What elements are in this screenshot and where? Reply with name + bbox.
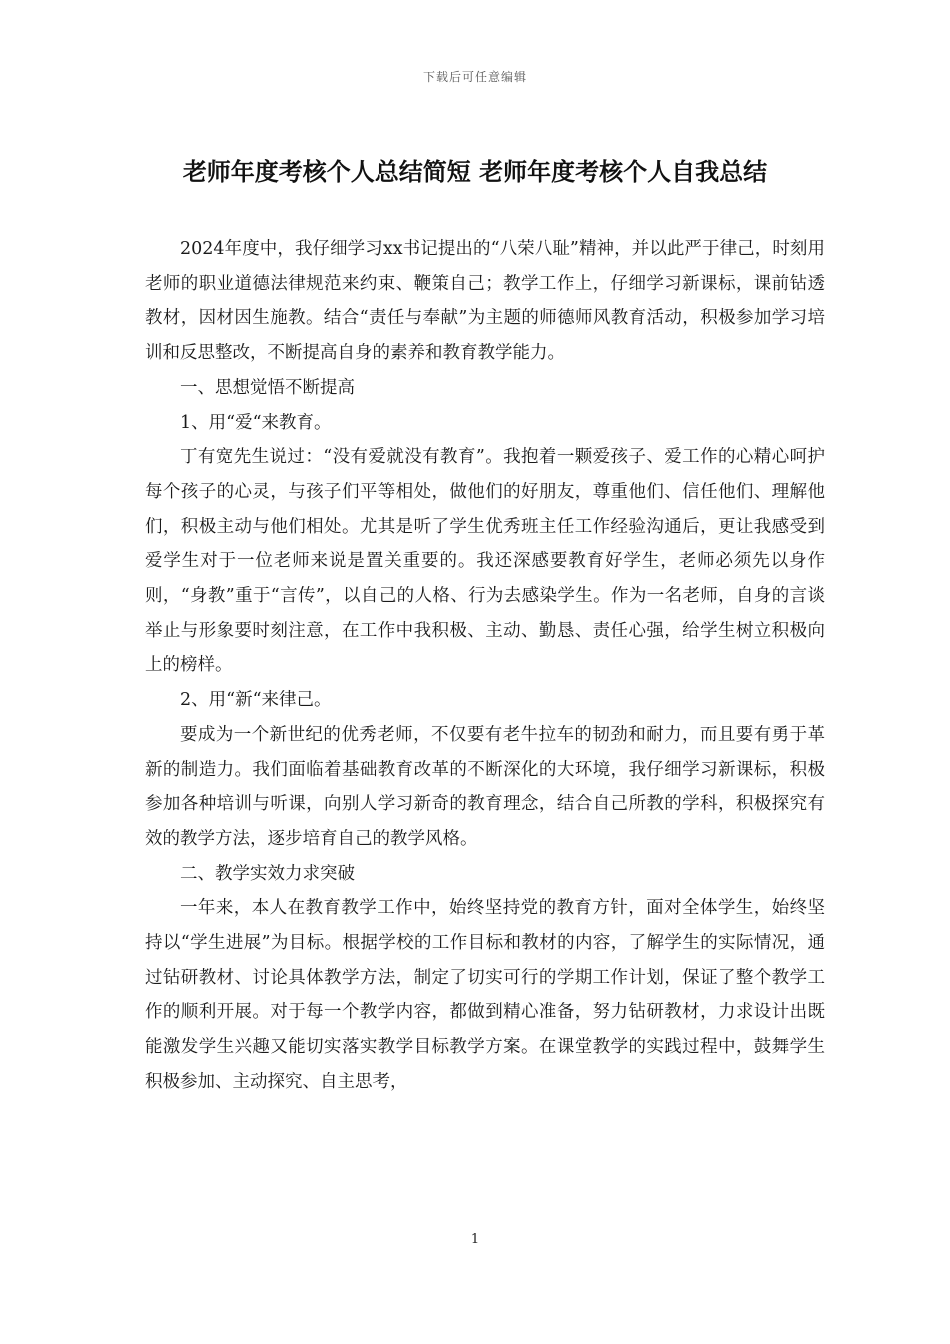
section-heading-2: 二、教学实效力求突破	[180, 863, 355, 884]
document-title: 老师年度考核个人总结简短 老师年度考核个人自我总结	[182, 157, 768, 186]
paragraph-intro: 2024年度中，我仔细学习xx书记提出的“八荣八耻”精神，并以此严于律己，时刻用老师的职业道德法律规范来约束、鞭策自己；教学工作上，仔细学习新课标，课前钻透教材，因材因生施教。结合“责任与奉献”为主题的师德师风教育活动，积极参加学习培训和反思整改，不断提高自身的素养和教育教学能力。	[145, 239, 825, 364]
paragraph-love-education: 丁有宽先生说过：“没有爱就没有教育”。我抱着一颗爱孩子、爱工作的心精心呵护每个孩子的心灵，与孩子们平等相处，做他们的好朋友，尊重他们、信任他们、理解他们，积极主动与他们相处。尤其是听了学生优秀班主任工作经验沟通后，更让我感受到爱学生对于一位老师来说是置关重要的。我还深感要教育好学生，老师必须先以身作则，“身教”重于“言传”，以自己的人格、行为去感染学生。作为一名老师，自身的言谈举止与形象要时刻注意，在工作中我积极、主动、勤恳、责任心强，给学生树立积极向上的榜样。	[145, 447, 825, 676]
paragraph-teaching: 一年来，本人在教育教学工作中，始终坚持党的教育方针，面对全体学生，始终坚持以“学生进展”为目标。根据学校的工作目标和教材的内容，了解学生的实际情况，通过钻研教材、讨论具体教学方法，制定了切实可行的学期工作计划，保证了整个教学工作的顺利开展。对于每一个教学内容，都做到精心准备，努力钻研教材，力求设计出既能激发学生兴趣又能切实落实教学目标教学方案。在课堂教学的实践过程中，鼓舞学生积极参加、主动探究、自主思考，	[145, 898, 825, 1092]
subsection-heading-2: 2、用“新“来律己。	[180, 690, 332, 711]
section-heading-1: 一、思想觉悟不断提高	[180, 377, 355, 398]
subsection-heading-1: 1、用“爱“来教育。	[180, 412, 332, 433]
header-note: 下载后可任意编辑	[422, 70, 527, 84]
page-number: 1	[470, 1232, 480, 1247]
paragraph-innovation: 要成为一个新世纪的优秀老师，不仅要有老牛拉车的韧劲和耐力，而且要有勇于革新的制造力。我们面临着基础教育改革的不断深化的大环境，我仔细学习新课标，积极参加各种培训与听课，向别人学习新奇的教育理念，结合自己所教的学科，积极探究有效的教学方法，逐步培育自己的教学风格。	[145, 724, 825, 849]
document-body	[145, 232, 825, 1100]
